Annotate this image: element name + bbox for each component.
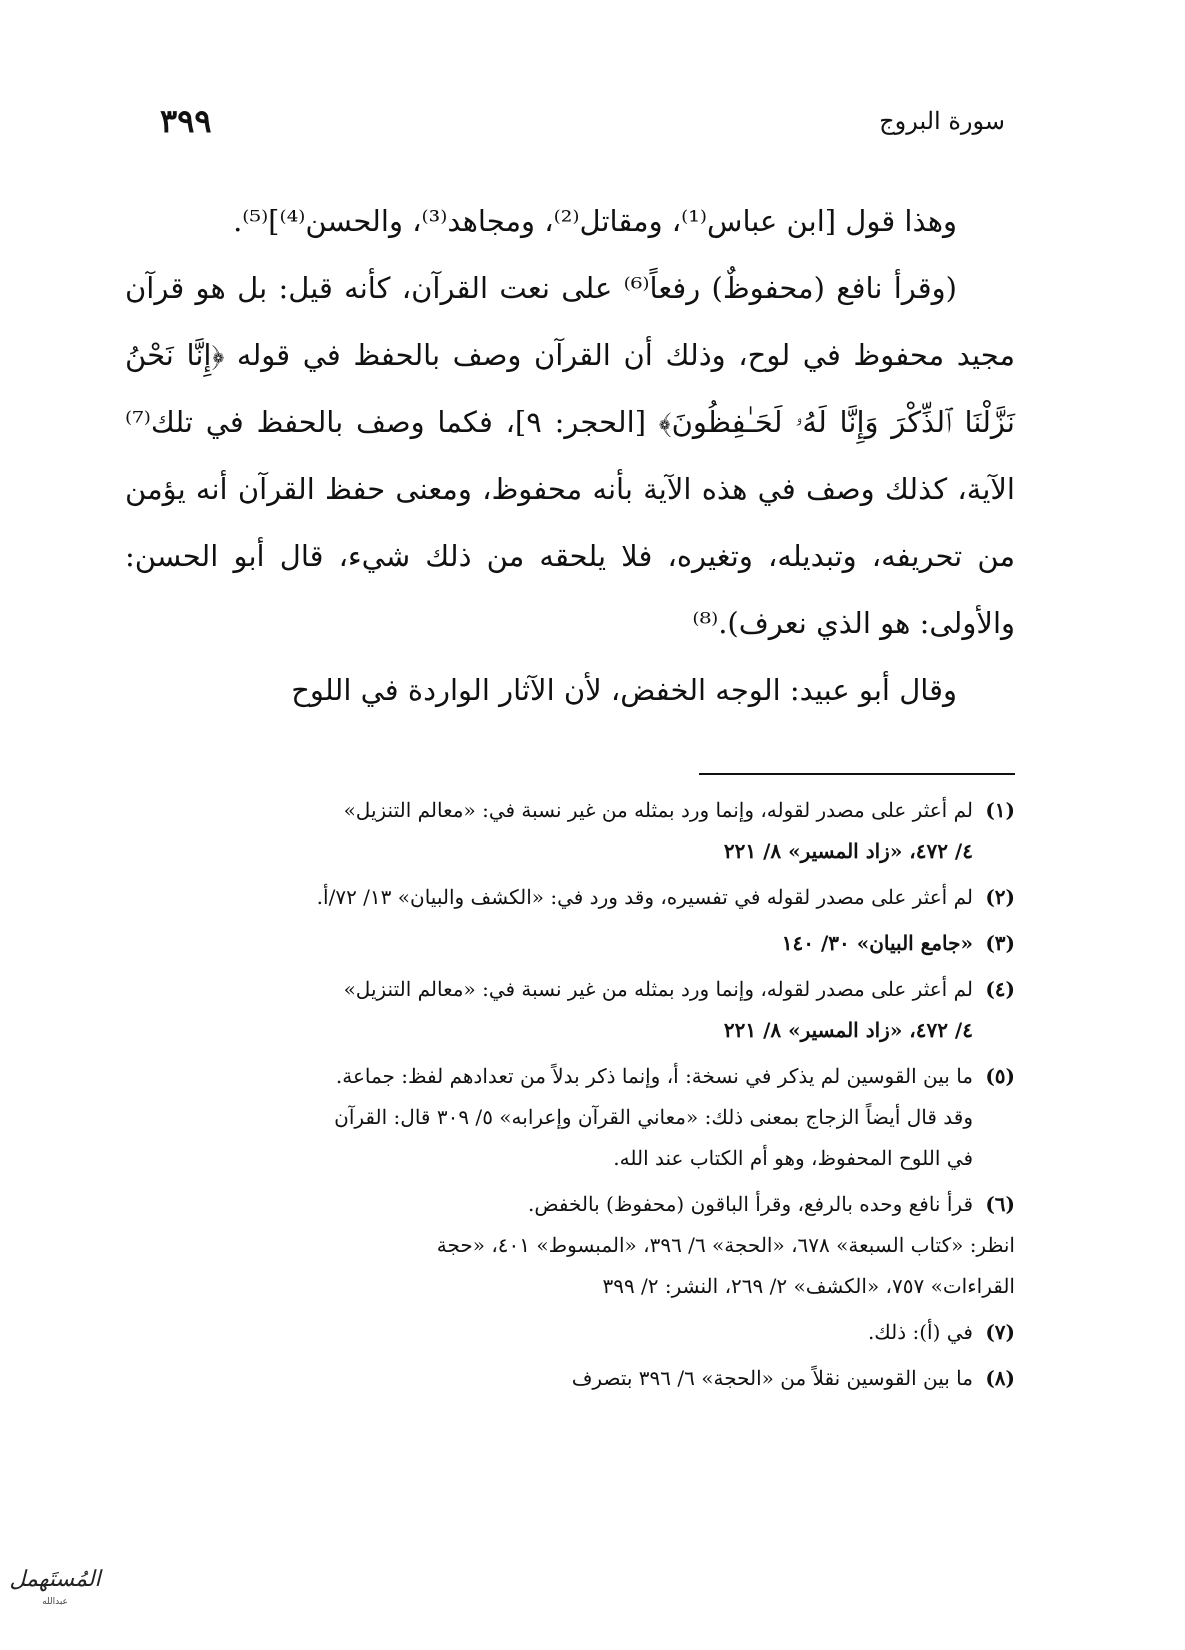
footnote-line: ما بين القوسين لم يذكر في نسخة: أ، وإنما ذكر بدلاً من تعدادهم لفظ: جماعة. [335, 1064, 973, 1088]
footnote-number: (١) [985, 798, 1015, 822]
footnote-line: في اللوح المحفوظ، وهو أم الكتاب عند الله. [613, 1146, 973, 1170]
footnote-6 [125, 1184, 1015, 1307]
watermark-text: المُستَهمل [9, 1567, 101, 1592]
footnote-number: (٢) [985, 885, 1015, 909]
footnote-line: قرأ نافع وحده بالرفع، وقرأ الباقون (محفوظ) بالخفض. [528, 1192, 973, 1216]
footnote-5 [125, 1056, 1015, 1179]
footnote-8 [125, 1358, 1015, 1399]
footnote-text [125, 923, 973, 964]
page-header [160, 96, 1005, 146]
footnote-text [125, 790, 973, 872]
footnote-number: (٤) [985, 977, 1015, 1001]
page-number: ٣٩٩ [160, 102, 212, 140]
footnote-7 [125, 1312, 1015, 1353]
main-text [125, 188, 1015, 724]
footnote-text [125, 1056, 973, 1179]
footnote-text [125, 969, 973, 1051]
footnote-text [125, 1184, 1015, 1307]
footnote-text [125, 1358, 973, 1399]
footnote-2 [125, 877, 1015, 918]
footnote-line: القراءات» ٧٥٧، «الكشف» ٢/ ٢٦٩، النشر: ٢/ ٣٩٩ [602, 1274, 1015, 1298]
footnote-3 [125, 923, 1015, 964]
footnote-number: (٨) [985, 1366, 1015, 1390]
footnote-text [125, 1312, 973, 1353]
footnote-line: ٤/ ٤٧٢، «زاد المسير» ٨/ ٢٢١ [723, 839, 973, 863]
body-paragraph-1: وهذا قول [ابن عباس⁽¹⁾، ومقاتل⁽²⁾، ومجاهد⁽³⁾، والحسن⁽⁴⁾]⁽⁵⁾. [233, 204, 957, 238]
footnotes [125, 790, 1015, 1404]
footnote-line: لم أعثر على مصدر لقوله، وإنما ورد بمثله من غير نسبة في: «معالم التنزيل» [343, 798, 973, 822]
surah-title: سورة البروج [879, 107, 1005, 135]
footnote-text [125, 877, 973, 918]
footnote-line: لم أعثر على مصدر لقوله، وإنما ورد بمثله من غير نسبة في: «معالم التنزيل» [343, 977, 973, 1001]
footnote-number: (٧) [985, 1320, 1015, 1344]
footnote-divider [699, 773, 1015, 775]
footnote-number: (٥) [985, 1064, 1015, 1088]
footnote-line: ما بين القوسين نقلاً من «الحجة» ٦/ ٣٩٦ بتصرف [571, 1366, 973, 1390]
body-paragraph-3: وقال أبو عبيد: الوجه الخفض، لأن الآثار الواردة في اللوح [291, 673, 957, 707]
footnote-line: «جامع البيان» ٣٠/ ١٤٠ [781, 931, 973, 955]
footnote-line: وقد قال أيضاً الزجاج بمعنى ذلك: «معاني القرآن وإعرابه» ٥/ ٣٠٩ قال: القرآن [334, 1105, 973, 1129]
footnote-number: (٦) [985, 1192, 1015, 1216]
watermark-subtext: عبدالله [42, 1597, 68, 1607]
footnote-line: لم أعثر على مصدر لقوله في تفسيره، وقد ورد في: «الكشف والبيان» ١٣/ ٧٢/أ. [316, 885, 973, 909]
watermark-logo [9, 1552, 101, 1612]
footnote-4 [125, 969, 1015, 1051]
body-paragraph-2: (وقرأ نافع (محفوظٌ) رفعاً⁽⁶⁾ على نعت القرآن، كأنه قيل: بل هو قرآن مجيد محفوظ في لوح، وذلك أن القرآن وصف بالحفظ في قوله ﴿إِنَّا نَحْنُ نَزَّلْنَا ٱلذِّكْرَ وَإِنَّا لَهُۥ لَحَـٰفِظُونَ﴾ [الحجر: ٩]، فكما وصف بالحفظ في تلك⁽⁷⁾ الآية، كذلك وصف في هذه الآية بأنه محفوظ، ومعنى حفظ القرآن أنه يؤمن من تحريفه، وتبديله، وتغيره، فلا يلحقه من ذلك شيء، قال أبو الحسن: والأولى: هو الذي نعرف).⁽⁸⁾ [125, 271, 1016, 640]
footnote-line: انظر: «كتاب السبعة» ٦٧٨، «الحجة» ٦/ ٣٩٦، «المبسوط» ٤٠١، «حجة [436, 1233, 1015, 1257]
footnote-number: (٣) [985, 931, 1015, 955]
footnote-line: في (أ): ذلك. [867, 1320, 973, 1344]
footnote-line: ٤/ ٤٧٢، «زاد المسير» ٨/ ٢٢١ [723, 1018, 973, 1042]
footnote-1 [125, 790, 1015, 872]
